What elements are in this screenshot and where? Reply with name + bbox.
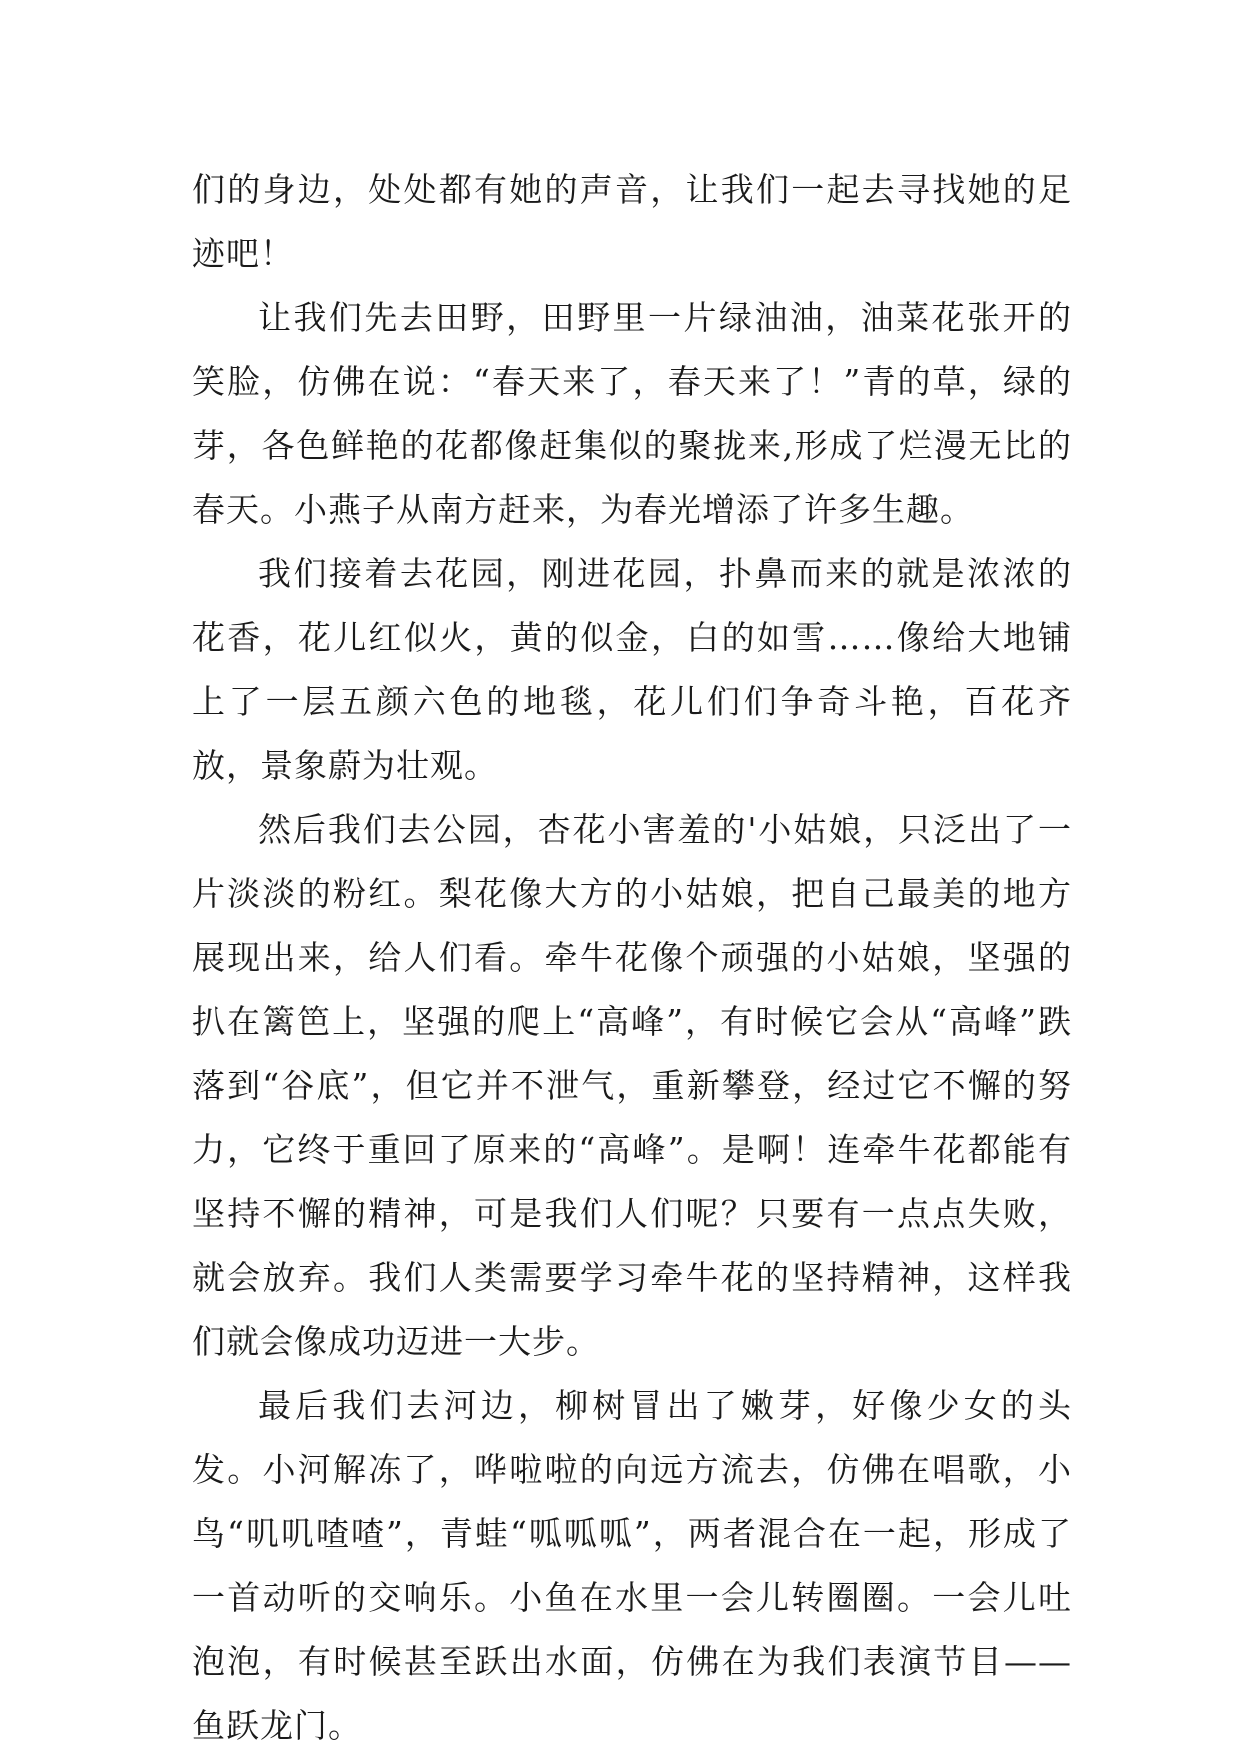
paragraph-2: 让我们先去田野，田野里一片绿油油，油菜花张开的笑脸，仿佛在说：“春天来了，春天来了！”青的草，绿的芽，各色鲜艳的花都像赶集似的聚拢来,形成了烂漫无比的春天。小燕子从南方赶来，为春光增添了许多生趣。 xyxy=(192,298,1072,529)
paragraph-4: 然后我们去公园，杏花小害羞的'小姑娘，只泛出了一片淡淡的粉红。梨花像大方的小姑娘，把自己最美的地方展现出来，给人们看。牵牛花像个顽强的小姑娘，坚强的扒在篱笆上，坚强的爬上“高峰”，有时候它会从“高峰”跌落到“谷底”，但它并不泄气，重新攀登，经过它不懈的努力，它终于重回了原来的“高峰”。是啊！连牵牛花都能有坚持不懈的精神，可是我们人们呢？只要有一点点失败，就会放弃。我们人类需要学习牵牛花的坚持精神，这样我们就会像成功迈进一大步。 xyxy=(192,810,1072,1361)
article-body xyxy=(192,158,1072,1758)
paragraph-5: 最后我们去河边，柳树冒出了嫩芽，好像少女的头发。小河解冻了，哗啦啦的向远方流去，仿佛在唱歌，小鸟“叽叽喳喳”，青蛙“呱呱呱”，两者混合在一起，形成了一首动听的交响乐。小鱼在水里一会儿转圈圈。一会儿吐泡泡，有时候甚至跃出水面，仿佛在为我们表演节目——鱼跃龙门。 xyxy=(192,1386,1072,1745)
paragraph-3: 我们接着去花园，刚进花园，扑鼻而来的就是浓浓的花香，花儿红似火，黄的似金，白的如雪……像给大地铺上了一层五颜六色的地毯，花儿们们争奇斗艳，百花齐放，景象蔚为壮观。 xyxy=(192,554,1072,785)
paragraph-1: 们的身边，处处都有她的声音，让我们一起去寻找她的足迹吧！ xyxy=(192,170,1072,273)
